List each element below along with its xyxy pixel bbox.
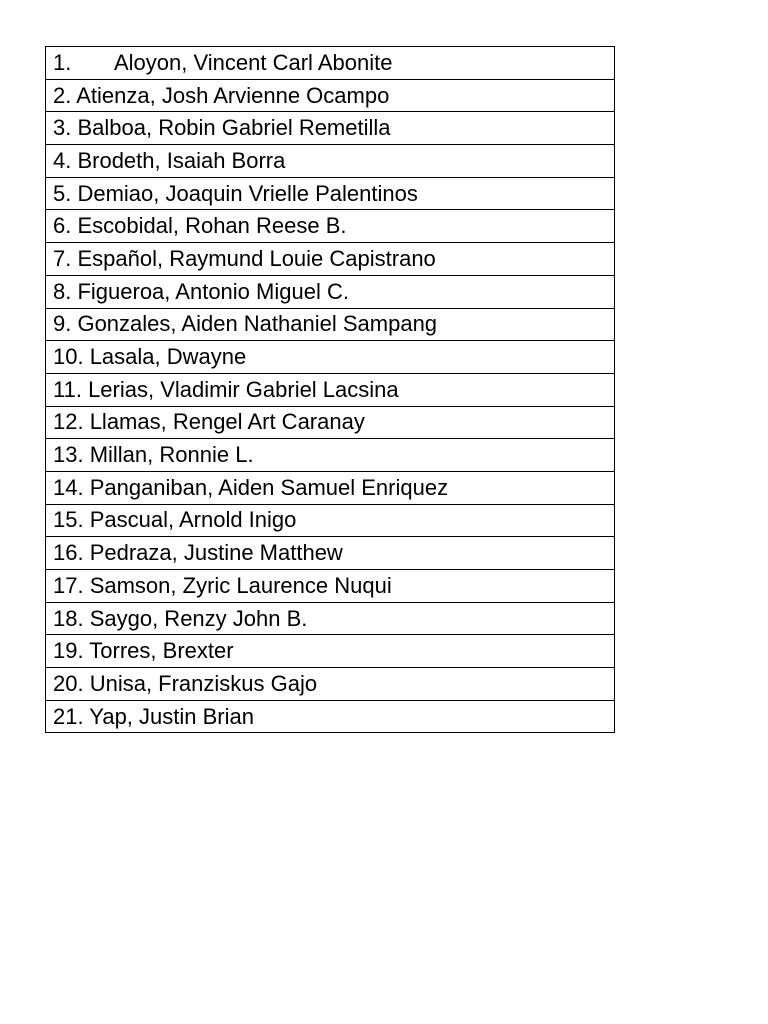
name-cell: 9. Gonzales, Aiden Nathaniel Sampang	[46, 308, 615, 341]
name-cell: 21. Yap, Justin Brian	[46, 700, 615, 733]
name-cell: 5. Demiao, Joaquin Vrielle Palentinos	[46, 177, 615, 210]
list-number: 1.	[53, 49, 72, 75]
student-name: Aloyon, Vincent Carl Abonite	[114, 49, 393, 75]
table-row	[46, 439, 615, 472]
table-row	[46, 602, 615, 635]
name-cell: 3. Balboa, Robin Gabriel Remetilla	[46, 112, 615, 145]
table-row	[46, 308, 615, 341]
table-row	[46, 471, 615, 504]
name-cell: 7. Español, Raymund Louie Capistrano	[46, 243, 615, 276]
name-cell: 10. Lasala, Dwayne	[46, 341, 615, 374]
table-row	[46, 341, 615, 374]
table-row	[46, 210, 615, 243]
table-row	[46, 504, 615, 537]
table-row	[46, 406, 615, 439]
name-cell: 16. Pedraza, Justine Matthew	[46, 537, 615, 570]
table-row	[46, 112, 615, 145]
name-list-table	[45, 46, 615, 733]
name-cell: 12. Llamas, Rengel Art Caranay	[46, 406, 615, 439]
name-cell: 4. Brodeth, Isaiah Borra	[46, 145, 615, 178]
table-row	[46, 47, 615, 80]
table-row	[46, 635, 615, 668]
table-row	[46, 145, 615, 178]
name-cell: 15. Pascual, Arnold Inigo	[46, 504, 615, 537]
table-row	[46, 373, 615, 406]
name-cell: 6. Escobidal, Rohan Reese B.	[46, 210, 615, 243]
name-cell: 20. Unisa, Franziskus Gajo	[46, 668, 615, 701]
name-cell: 2. Atienza, Josh Arvienne Ocampo	[46, 79, 615, 112]
table-row	[46, 177, 615, 210]
name-cell: 19. Torres, Brexter	[46, 635, 615, 668]
table-row	[46, 79, 615, 112]
name-cell: 17. Samson, Zyric Laurence Nuqui	[46, 570, 615, 603]
name-cell	[46, 47, 615, 80]
table-row	[46, 275, 615, 308]
name-cell: 13. Millan, Ronnie L.	[46, 439, 615, 472]
name-cell: 18. Saygo, Renzy John B.	[46, 602, 615, 635]
name-cell: 8. Figueroa, Antonio Miguel C.	[46, 275, 615, 308]
table-row	[46, 243, 615, 276]
table-row	[46, 570, 615, 603]
table-row	[46, 668, 615, 701]
name-cell: 14. Panganiban, Aiden Samuel Enriquez	[46, 471, 615, 504]
table-row	[46, 700, 615, 733]
name-cell: 11. Lerias, Vladimir Gabriel Lacsina	[46, 373, 615, 406]
table-row	[46, 537, 615, 570]
